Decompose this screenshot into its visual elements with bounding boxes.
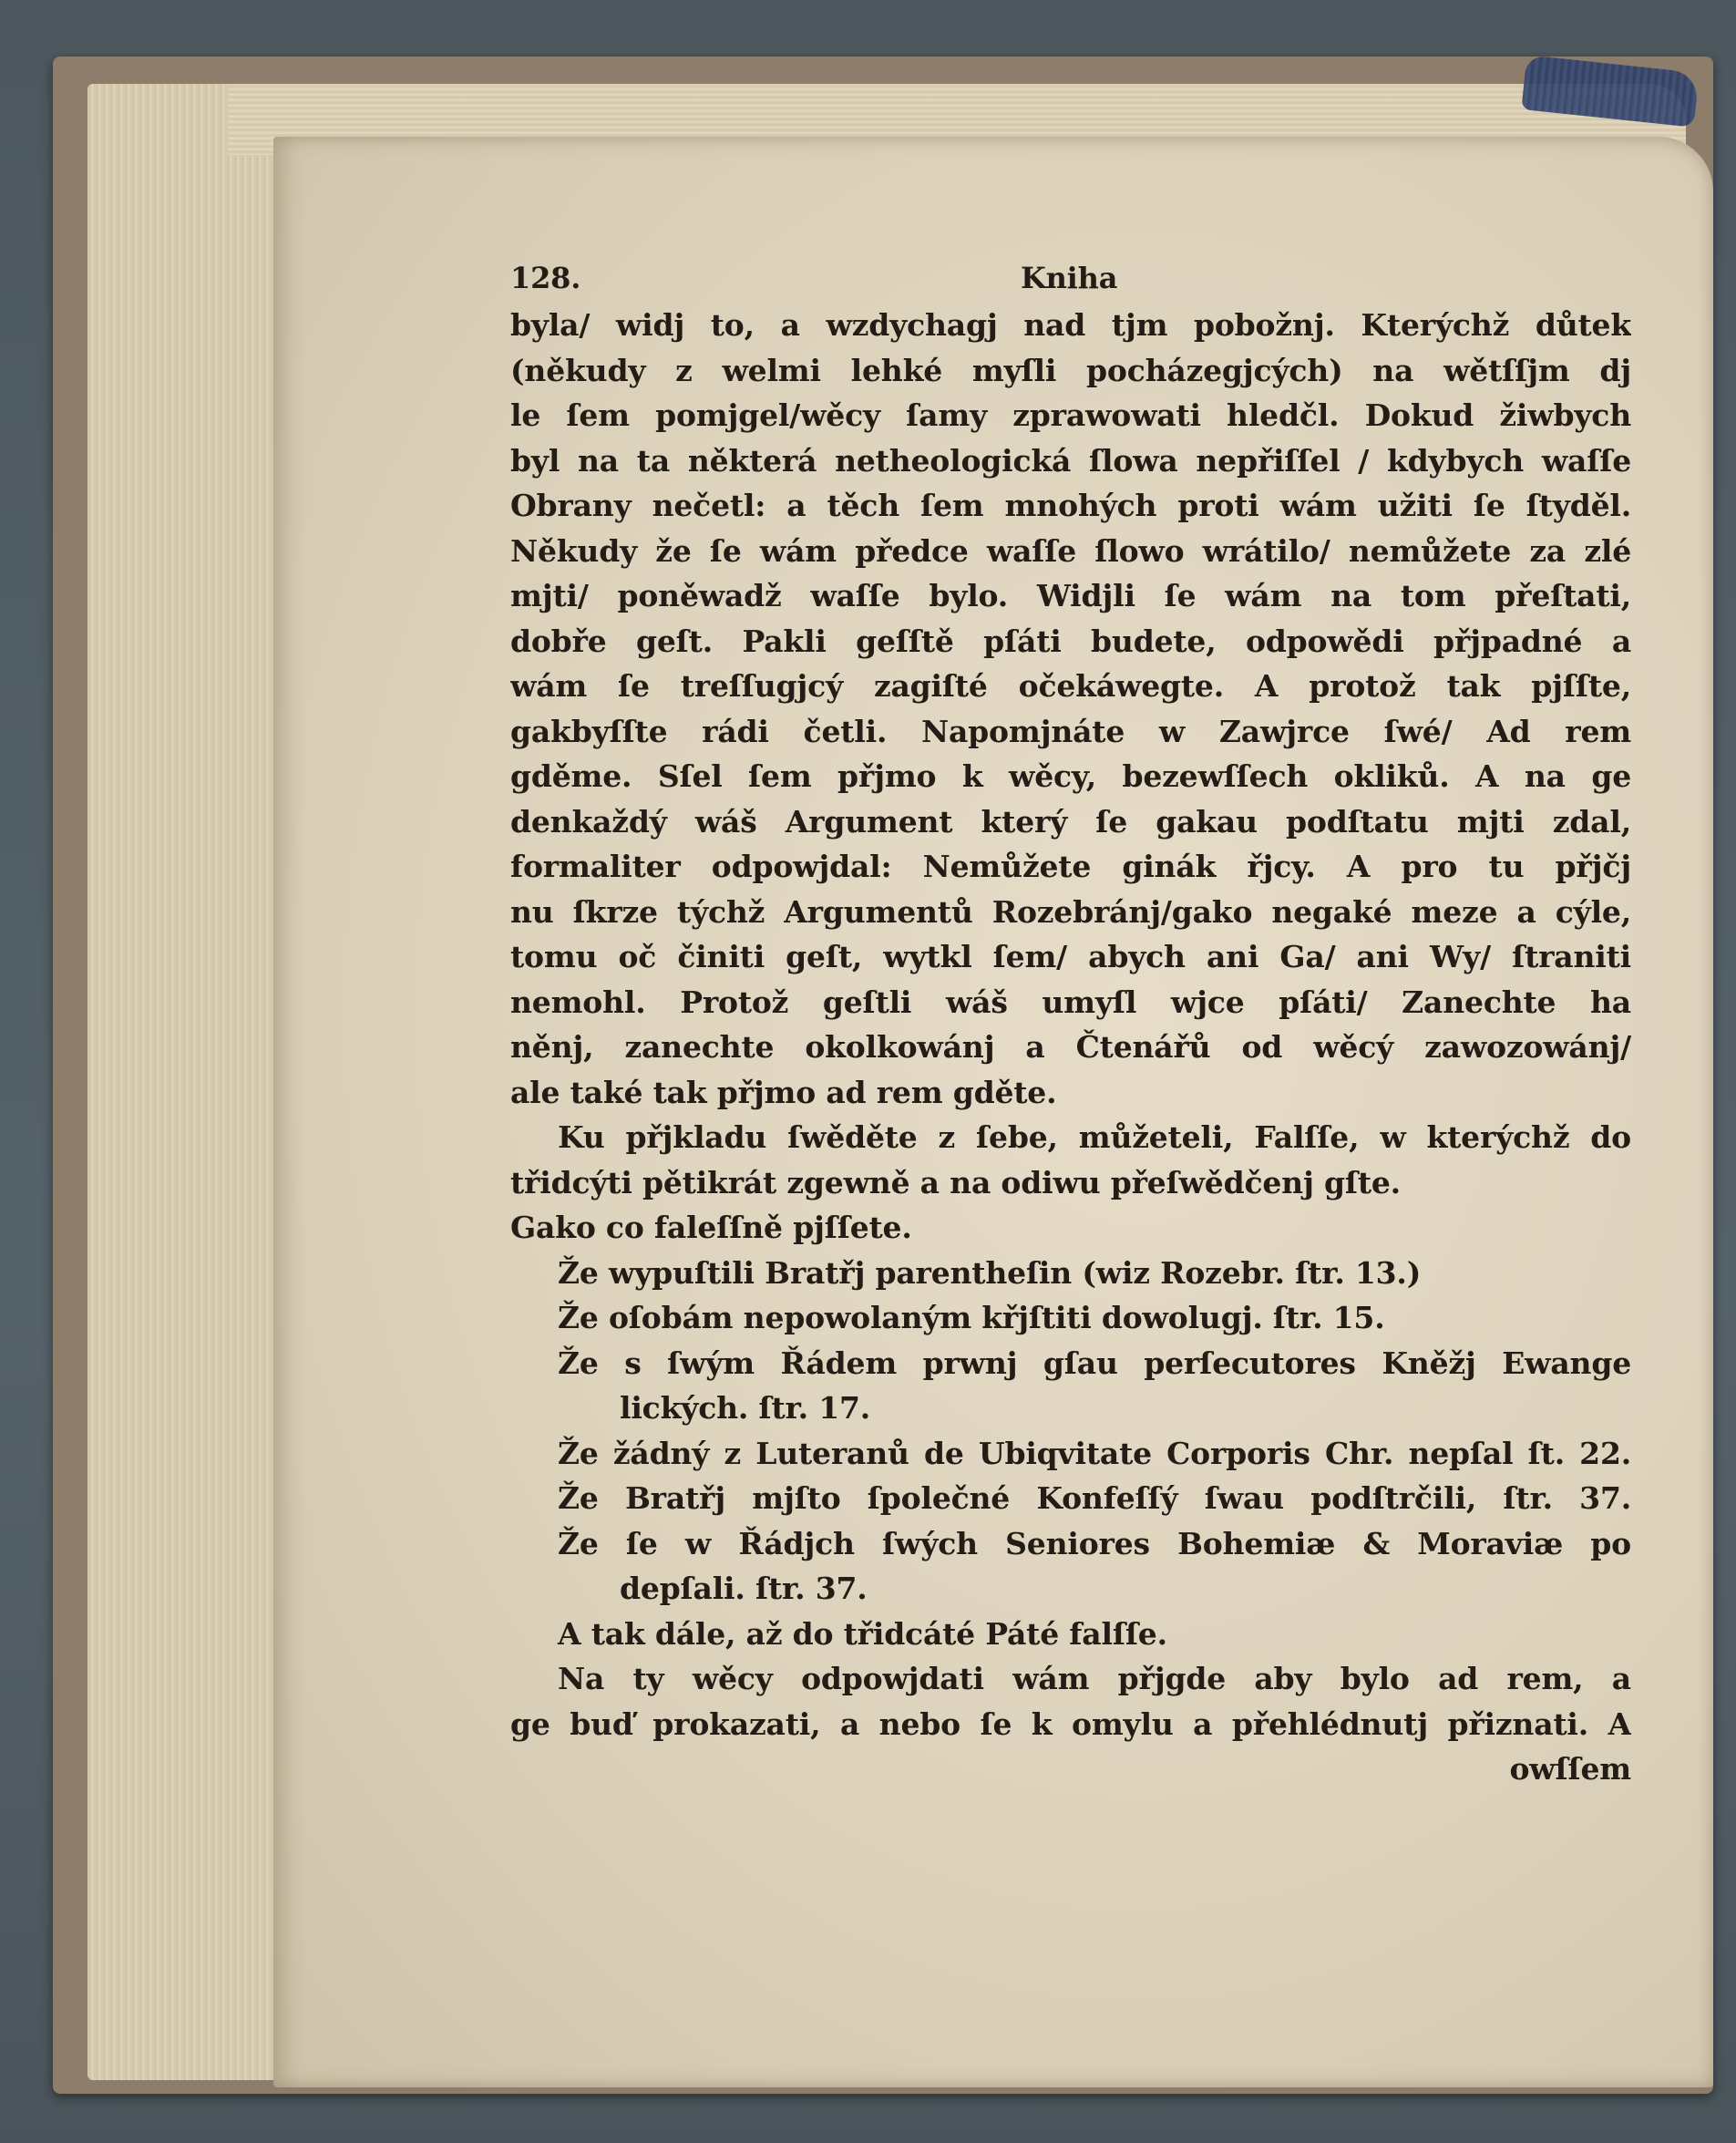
text-line: denkaždý wáš Argument který ſe gakau podſtatu mjti zdal, bbox=[510, 803, 1631, 840]
text-line: třidcýti pětikrát zgewně a na odiwu přeſwědčenj gſte. bbox=[510, 1164, 1401, 1200]
text-line: lických. ſtr. 17. bbox=[620, 1390, 871, 1426]
text-line: mjti/ poněwadž waſſe bylo. Widjli ſe wám na tom přeſtati, bbox=[510, 578, 1631, 613]
text-line: Na ty wěcy odpowjdati wám přjgde aby bylo ad rem, a bbox=[558, 1661, 1631, 1696]
page-header bbox=[510, 253, 1631, 303]
body-text bbox=[510, 303, 1631, 1792]
text-line: formaliter odpowjdal: Nemůžete ginák řjcy. A pro tu přjčj bbox=[510, 849, 1631, 884]
text-line: Že žádný z Luteranů de Ubiqvitate Corporis Chr. nepſal ſt. 22. bbox=[558, 1435, 1631, 1471]
text-line: owſſem bbox=[1509, 1751, 1631, 1787]
text-line: le ſem pomjgel/wěcy ſamy zprawowati hledčl. Dokud žiwbych bbox=[510, 397, 1631, 433]
text-line: Že Bratřj mjſto ſpolečné Konfeſſý ſwau podſtrčili, ſtr. 37. bbox=[558, 1480, 1631, 1516]
text-line: dobře geſt. Pakli geſſtě pſáti budete, odpowědi přjpadné a bbox=[510, 623, 1631, 659]
text-line: Obrany nečetl: a těch ſem mnohých proti wám užiti ſe ſtyděl. bbox=[510, 488, 1631, 523]
page-number: 128. bbox=[510, 261, 581, 295]
text-line: Že oſobám nepowolaným křjſtiti dowolugj. ſtr. 15. bbox=[558, 1300, 1385, 1335]
text-line: tomu oč činiti geſt, wytkl ſem/ abych ani Ga/ ani Wy/ ſtraniti bbox=[510, 939, 1631, 974]
text-line: ge buď prokazati, a nebo ſe k omylu a přehlédnutj přiznati. A bbox=[510, 1705, 1631, 1742]
text-line: A tak dále, až do třidcáté Páté falſſe. bbox=[558, 1615, 1167, 1652]
text-line: nemohl. Protož geſtli wáš umyſl wjce pſáti/ Zanechte ha bbox=[510, 984, 1631, 1020]
text-line: gakbyſſte rádi četli. Napomjnáte w Zawjrce ſwé/ Ad rem bbox=[510, 713, 1631, 749]
text-line: depſali. ſtr. 37. bbox=[620, 1571, 868, 1606]
text-line: Ku přjkladu ſwěděte z ſebe, můžeteli, Falſſe, w kterýchž do bbox=[558, 1119, 1631, 1155]
text-line: Že s ſwým Řádem prwnj gſau perſecutores Kněžj Ewange bbox=[558, 1345, 1631, 1381]
text-line: něnj, zanechte okolkowánj a Čtenářů od wěcý zawozowánj/ bbox=[510, 1029, 1631, 1065]
text-line: byla/ widj to, a wzdychagj nad tjm pobožnj. Kterýchž důtek bbox=[510, 307, 1631, 343]
text-line: Gako co faleſſně pjſſete. bbox=[510, 1210, 912, 1245]
text-line: Někudy že ſe wám předce waſſe ſlowo wrátilo/ nemůžete za zlé bbox=[510, 532, 1631, 569]
running-head: Kniha bbox=[1021, 261, 1118, 295]
text-line: ale také tak přjmo ad rem gděte. bbox=[510, 1074, 1057, 1110]
text-line: nu ſkrze týchž Argumentů Rozebránj/gako negaké meze a cýle, bbox=[510, 893, 1631, 930]
text-line: wám ſe treſſugjcý zagiſté očekáwegte. A protož tak pjſſte, bbox=[510, 668, 1631, 704]
text-line: byl na ta některá netheologická ſlowa nepřiſſel / kdybych waſſe bbox=[510, 442, 1631, 479]
text-line: (někudy z welmi lehké myſli pocházegjcých) na wětſſjm dj bbox=[510, 352, 1631, 388]
text-line: gděme. Sſel ſem přjmo k wěcy, bezewſſech okliků. A na ge bbox=[510, 758, 1631, 794]
text-line: Že ſe w Řádjch ſwých Seniores Bohemiæ & Moraviæ po bbox=[558, 1525, 1631, 1561]
text-line: Že wypuſtili Bratřj parentheſin (wiz Rozebr. ſtr. 13.) bbox=[558, 1254, 1422, 1291]
page-text bbox=[510, 253, 1631, 1792]
